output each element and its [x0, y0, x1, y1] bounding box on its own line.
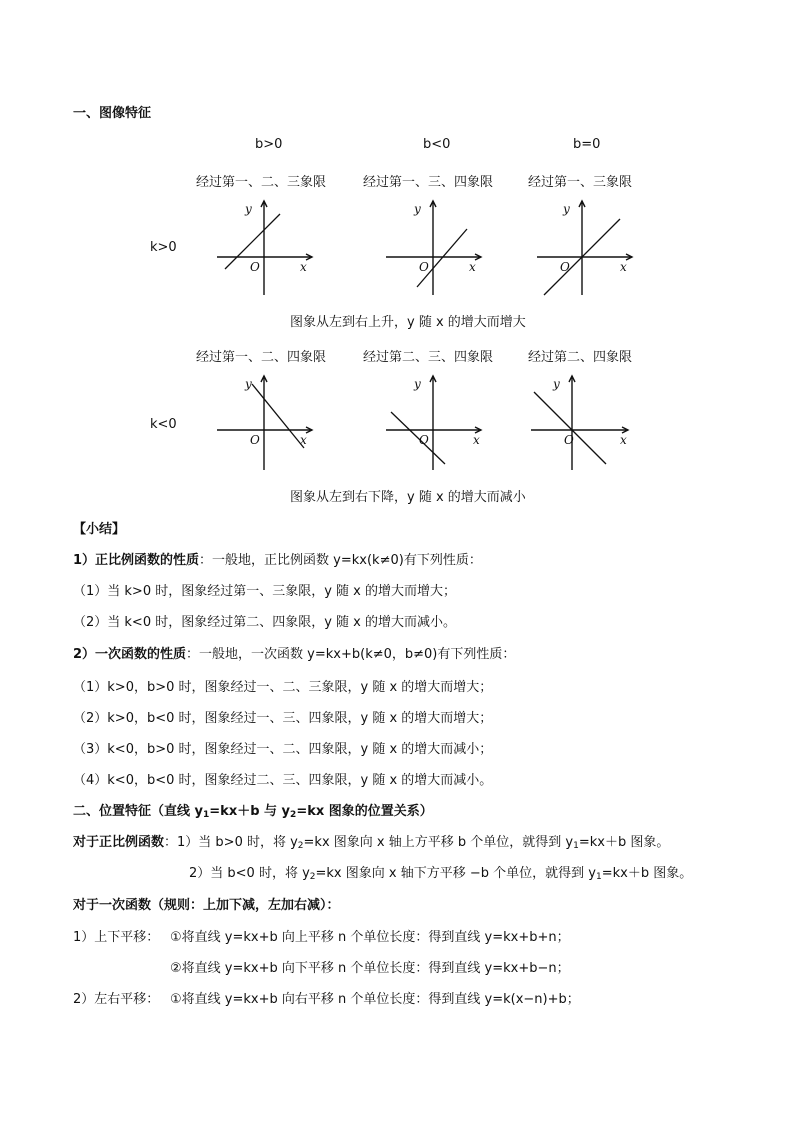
- graph-kneg-bpos: [212, 372, 322, 472]
- subscript: 2: [309, 872, 316, 882]
- graph-kpos-bpos: [212, 197, 322, 297]
- y-axis-label: y: [245, 202, 252, 216]
- section2-title-part: =kx 图象的位置关系）: [296, 804, 433, 819]
- list-item: （4）k<0，b<0 时，图象经过二、三、四象限，y 随 x 的增大而减小。: [73, 773, 493, 788]
- y-axis-label: y: [553, 377, 560, 391]
- origin-label: O: [419, 433, 429, 447]
- shift-lr-item-1: ①将直线 y=kx+b 向右平移 n 个单位长度：得到直线 y=k(x−n)+b；: [170, 992, 580, 1007]
- shift-ud-item-1: ①将直线 y=kx+b 向上平移 n 个单位长度：得到直线 y=kx+b+n；: [170, 930, 570, 945]
- quadrant-label-kpos-bpos: 经过第一、二、三象限: [196, 175, 327, 190]
- graph-kneg-bneg: [381, 372, 491, 472]
- quadrant-label-kneg-bzero: 经过第二、四象限: [528, 350, 633, 365]
- function-line: [417, 229, 467, 287]
- summary-p2-text: ：一般地，一次函数 y=kx+b(k≠0，b≠0)有下列性质：: [186, 647, 516, 662]
- origin-label: O: [250, 433, 260, 447]
- linear-head: 对于一次函数（规则：上加下减，左加右减）: [73, 898, 327, 913]
- graph-kneg-bzero: [526, 372, 636, 472]
- x-axis-label: x: [300, 433, 307, 447]
- row-label-k-neg: k<0: [150, 417, 177, 432]
- origin-label: O: [250, 260, 260, 274]
- col-head-b-pos: b>0: [255, 137, 283, 152]
- y-axis-label: y: [414, 377, 421, 391]
- x-axis-label: x: [473, 433, 480, 447]
- text-part: 2）当 b<0 时，将 y: [189, 866, 310, 881]
- list-item: （2）当 k<0 时，图象经过第二、四象限，y 随 x 的增大而减小。: [73, 615, 457, 630]
- subscript: 1: [595, 872, 602, 882]
- x-axis-label: x: [620, 260, 627, 274]
- proportional-line-2: [189, 862, 692, 881]
- section2-title-sub: 2: [290, 810, 297, 820]
- function-line: [534, 392, 606, 464]
- shift-lr-label: 2）左右平移：: [73, 992, 160, 1007]
- summary-title: 【小结】: [73, 522, 126, 537]
- summary-p2-head: 2）一次函数的性质: [73, 647, 187, 662]
- origin-label: O: [419, 260, 429, 274]
- x-axis-label: x: [620, 433, 627, 447]
- quadrant-label-kpos-bneg: 经过第一、三、四象限: [363, 175, 494, 190]
- quadrant-label-kneg-bpos: 经过第一、二、四象限: [196, 350, 327, 365]
- text-part: =kx 图象向 x 轴上方平移 b 个单位，就得到 y: [303, 835, 574, 850]
- y-axis-label: y: [245, 377, 252, 391]
- summary-p1-head: 1）正比例函数的性质: [73, 553, 200, 568]
- list-item: （1）当 k>0 时，图象经过第一、三象限，y 随 x 的增大而增大；: [73, 584, 457, 599]
- caption-k-neg: 图象从左到右下降，y 随 x 的增大而减小: [290, 490, 526, 505]
- col-head-b-zero: b=0: [573, 137, 601, 152]
- y-axis-label: y: [414, 202, 421, 216]
- caption-k-pos: 图象从左到右上升，y 随 x 的增大而增大: [290, 315, 526, 330]
- quadrant-label-kneg-bneg: 经过第二、三、四象限: [363, 350, 494, 365]
- linear-function-heading: [73, 894, 340, 913]
- text-part: =kx＋b 图象。: [578, 835, 670, 850]
- row-label-k-pos: k>0: [150, 240, 177, 255]
- quadrant-label-kpos-bzero: 经过第一、三象限: [528, 175, 633, 190]
- origin-label: O: [560, 260, 570, 274]
- x-axis-label: x: [300, 260, 307, 274]
- proportional-line-1: [73, 831, 669, 850]
- section2-title: [73, 800, 433, 819]
- list-item: （3）k<0，b>0 时，图象经过一、二、四象限，y 随 x 的增大而减小；: [73, 742, 493, 757]
- graph-kpos-bneg: [381, 197, 491, 297]
- summary-p1: [73, 549, 482, 568]
- summary-p2: [73, 643, 515, 662]
- summary-p1-text: ：一般地，正比例函数 y=kx(k≠0)有下列性质：: [199, 553, 482, 568]
- section2-title-part: =kx＋b 与 y: [209, 804, 291, 819]
- origin-label: O: [564, 433, 574, 447]
- section2-title-part: 二、位置特征（直线 y: [73, 804, 204, 819]
- text-part: ：1）当 b>0 时，将 y: [164, 835, 298, 850]
- list-item: （1）k>0，b>0 时，图象经过一、二、三象限，y 随 x 的增大而增大；: [73, 680, 493, 695]
- text-part: =kx＋b 图象。: [601, 866, 693, 881]
- col-head-b-neg: b<0: [423, 137, 451, 152]
- subscript: 1: [573, 841, 579, 851]
- shift-ud-item-2: ②将直线 y=kx+b 向下平移 n 个单位长度：得到直线 y=kx+b−n；: [170, 961, 570, 976]
- section1-title: 一、图像特征: [73, 106, 152, 121]
- section2-title-sub: 1: [203, 810, 210, 820]
- subscript: 2: [297, 841, 304, 851]
- graph-kpos-bzero: [532, 197, 642, 297]
- y-axis-label: y: [563, 202, 570, 216]
- text-part: =kx 图象向 x 轴下方平移 −b 个单位，就得到 y: [315, 866, 596, 881]
- x-axis-label: x: [469, 260, 476, 274]
- function-line: [391, 412, 445, 464]
- proportional-head: 对于正比例函数: [73, 835, 165, 850]
- list-item: （2）k>0，b<0 时，图象经过一、三、四象限，y 随 x 的增大而增大；: [73, 711, 493, 726]
- linear-colon: ：: [326, 898, 340, 913]
- shift-ud-label: 1）上下平移：: [73, 930, 160, 945]
